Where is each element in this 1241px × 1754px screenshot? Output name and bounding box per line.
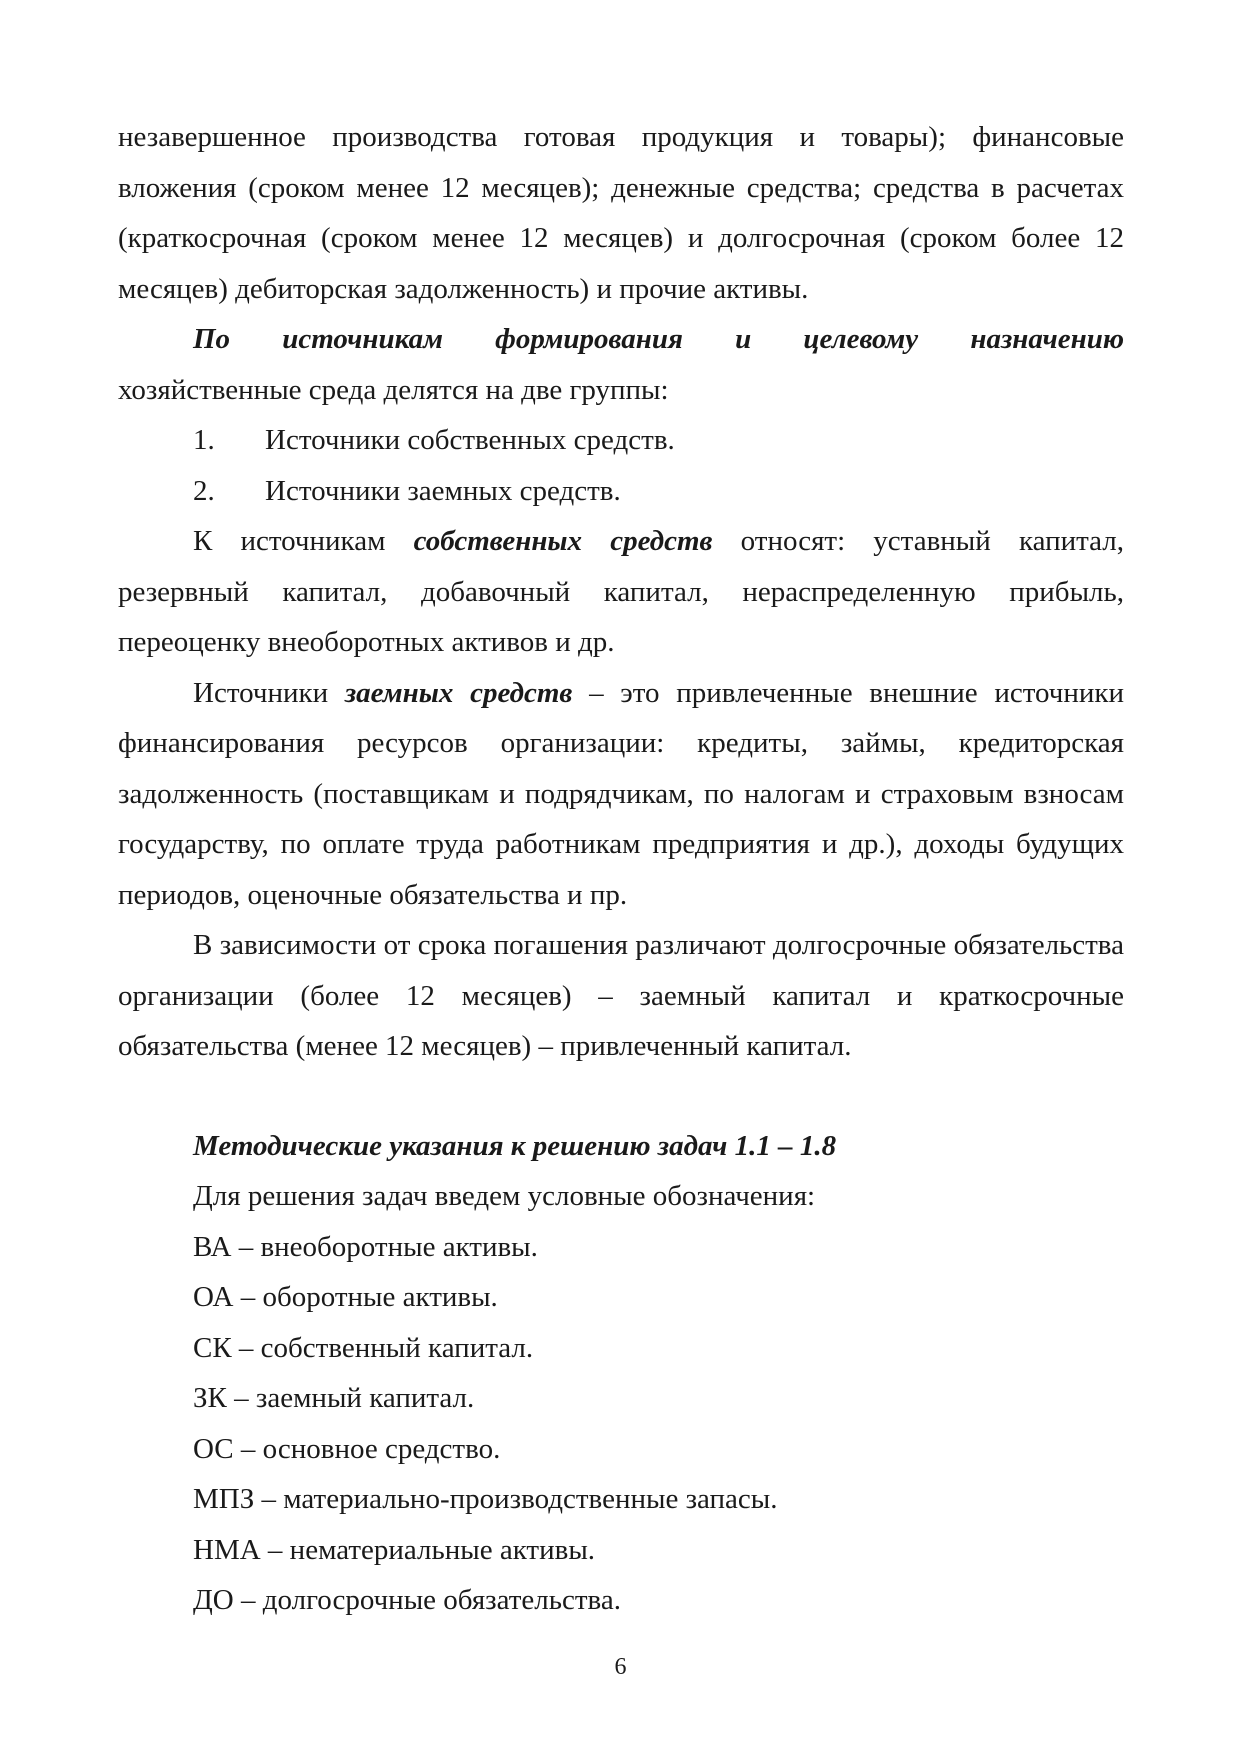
emphasis-own-funds: собственных средств	[413, 525, 713, 557]
emphasis-sources-classification: По источникам формирования и целевому назначению	[193, 323, 1124, 355]
definition-item: ДО – долгосрочные обязательства.	[193, 1584, 621, 1616]
list-item-number: 1.	[193, 424, 215, 456]
paragraph-sources-continuation: хозяйственные среда делятся на две группы:	[118, 373, 669, 406]
definition-item: НМА – нематериальные активы.	[193, 1533, 596, 1566]
list-item	[118, 466, 1124, 517]
definition-item: ЗК – заемный капитал.	[193, 1382, 475, 1414]
list-item-text: Источники собственных средств.	[265, 424, 675, 456]
list-item-text: Источники заемных средств.	[265, 474, 621, 507]
paragraph-own-funds	[118, 516, 1124, 668]
own-funds-lead: К источникам	[193, 525, 414, 557]
list-item	[118, 415, 1124, 466]
definition-item: ОС – основное средство.	[193, 1432, 501, 1465]
borrowed-funds-body: – это привлеченные внешние источники финансирования ресурсов организации: кредиты, займы, кредиторская задолженность (поставщикам и подрядчикам, по налогам и страховым взносам государству, по оплате труда работникам предприятия и др.), доходы будущих периодов, оценочные обязательства и пр.	[118, 676, 1124, 911]
list-item-number: 2.	[193, 474, 215, 507]
document-page	[118, 112, 1124, 1626]
definition-item: СК – собственный капитал.	[193, 1331, 534, 1364]
paragraph-sources-heading	[118, 314, 1124, 365]
definition-item: ОА – оборотные активы.	[193, 1281, 498, 1313]
definition-item: ВА – внеоборотные активы.	[193, 1230, 538, 1263]
own-funds-body: относят: уставный капитал, резервный капитал, добавочный капитал, нераспределенную прибыль, переоценку внеоборотных активов и др.	[118, 525, 1124, 658]
page-number: 6	[614, 1654, 627, 1680]
paragraph-current-assets: незавершенное производства готовая продукция и товары); финансовые вложения (сроком менее 12 месяцев); денежные средства; средства в расчетах (краткосрочная (сроком менее 12 месяцев) и долгосрочная (сроком более 12 месяцев) дебиторская задолженность) и прочие активы.	[118, 121, 1124, 305]
section-spacer	[118, 1072, 1124, 1121]
emphasis-borrowed-funds: заемных средств	[344, 676, 573, 709]
paragraph-obligations-term: В зависимости от срока погашения различают долгосрочные обязательства организации (более 12 месяцев) – заемный капитал и краткосрочные обязательства (менее 12 месяцев) – привлеченный капитал.	[118, 929, 1124, 1062]
definition-item: МПЗ – материально-производственные запасы.	[193, 1483, 778, 1515]
borrowed-funds-lead: Источники	[193, 676, 345, 709]
section-intro: Для решения задач введем условные обозначения:	[193, 1180, 816, 1212]
section-heading: Методические указания к решению задач 1.1 – 1.8	[193, 1129, 837, 1162]
paragraph-borrowed-funds	[118, 668, 1124, 921]
